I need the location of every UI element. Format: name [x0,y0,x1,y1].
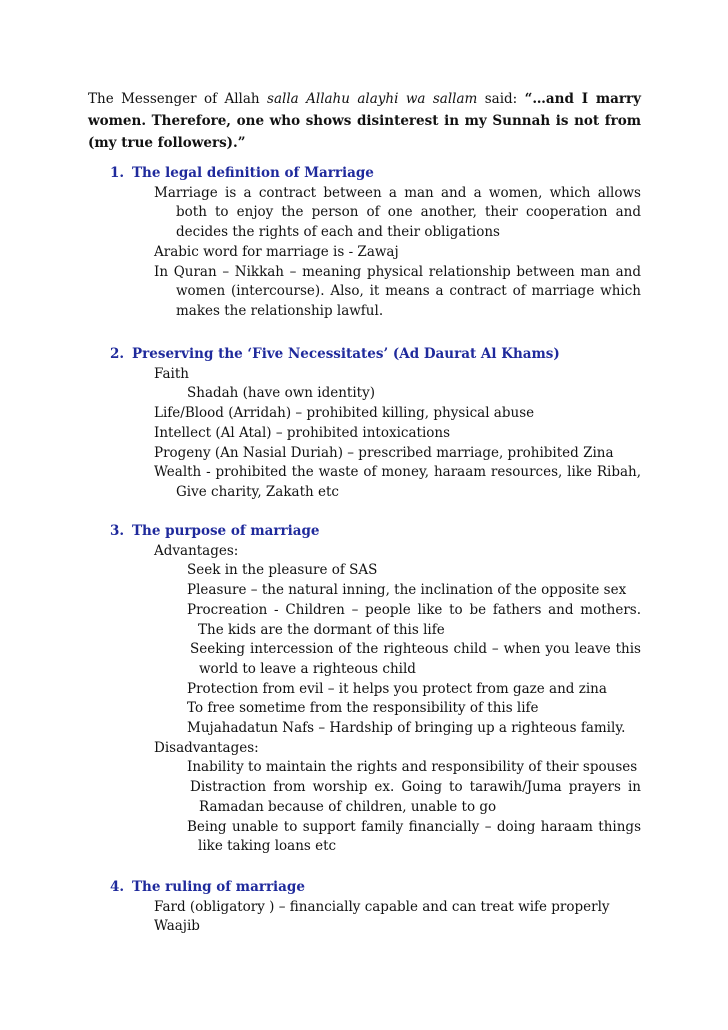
section-title: The purpose of marriage [132,523,320,539]
list-subitem: Distraction from worship ex. Going to tarawih/Juma prayers in Ramadan because of children, unable to go [190,779,641,815]
section-heading [110,522,641,542]
list-item: Life/Blood (Arridah) – prohibited killing, physical abuse [154,405,535,422]
section-number: 4. [110,879,125,895]
section-number: 2. [110,346,125,362]
intro-quote: “…and I marry women. Therefore, one who shows disinterest in my Sunnah is not from (my true followers).” [88,91,641,151]
section-legal-definition [110,164,641,322]
section-title: The ruling of marriage [132,879,305,895]
list-subitem: Seeking intercession of the righteous child – when you leave this world to leave a righteous child [190,641,641,677]
list-subitem: Seek in the pleasure of SAS [187,562,378,579]
list-item: Wealth - prohibited the waste of money, haraam resources, like Ribah, Give charity, Zakath etc [154,464,641,500]
section-ruling-of-marriage [110,878,641,937]
intro-said: said: [484,91,518,107]
list-subitem: Mujahadatun Nafs – Hardship of bringing up a righteous family. [187,720,626,737]
list-subitem: Inability to maintain the rights and responsibility of their spouses [187,759,638,776]
intro-honorific: salla Allahu alayhi wa sallam [267,91,478,107]
list-subitem: To free sometime from the responsibility of this life [187,700,539,717]
disadvantages-label: Disadvantages: [154,739,259,756]
list-subitem: Protection from evil – it helps you protect from gaze and zina [187,680,607,697]
section-number: 1. [110,165,125,181]
section-five-necessitates [110,345,641,503]
list-item: In Quran – Nikkah – meaning physical relationship between man and women (intercourse). Also, it means a contract of marriage which makes the relationship lawful. [154,263,641,319]
list-subitem: Procreation - Children – people like to be fathers and mothers. The kids are the dormant of this life [187,601,641,638]
list-item: Faith [154,365,189,382]
list-item: Arabic word for marriage is - Zawaj [154,243,399,260]
list-item: Fard (obligatory ) – financially capable and can treat wife properly [154,898,610,915]
list-item: Waajib [154,918,200,935]
section-heading [110,878,641,898]
list-item: Marriage is a contract between a man and a women, which allows both to enjoy the person of one another, their cooperation and decides the rights of each and their obligations [154,184,641,241]
list-item: Intellect (Al Atal) – prohibited intoxications [154,424,451,441]
section-title: The legal definition of Marriage [132,165,374,181]
section-heading [110,345,641,365]
section-title: Preserving the ‘Five Necessitates’ (Ad Daurat Al Khams) [132,346,560,362]
list-item: Progeny (An Nasial Duriah) – prescribed marriage, prohibited Zina [154,444,614,461]
section-number: 3. [110,523,125,539]
intro-lead: The Messenger of Allah [88,91,260,107]
list-subitem: Shadah (have own identity) [187,385,375,402]
list-subitem: Being unable to support family financially – doing haraam things like taking loans etc [187,818,641,855]
advantages-label: Advantages: [154,542,239,559]
list-subitem: Pleasure – the natural inning, the inclination of the opposite sex [187,582,627,599]
section-heading [110,164,641,184]
section-purpose-of-marriage [110,522,641,857]
intro-paragraph [88,88,641,154]
